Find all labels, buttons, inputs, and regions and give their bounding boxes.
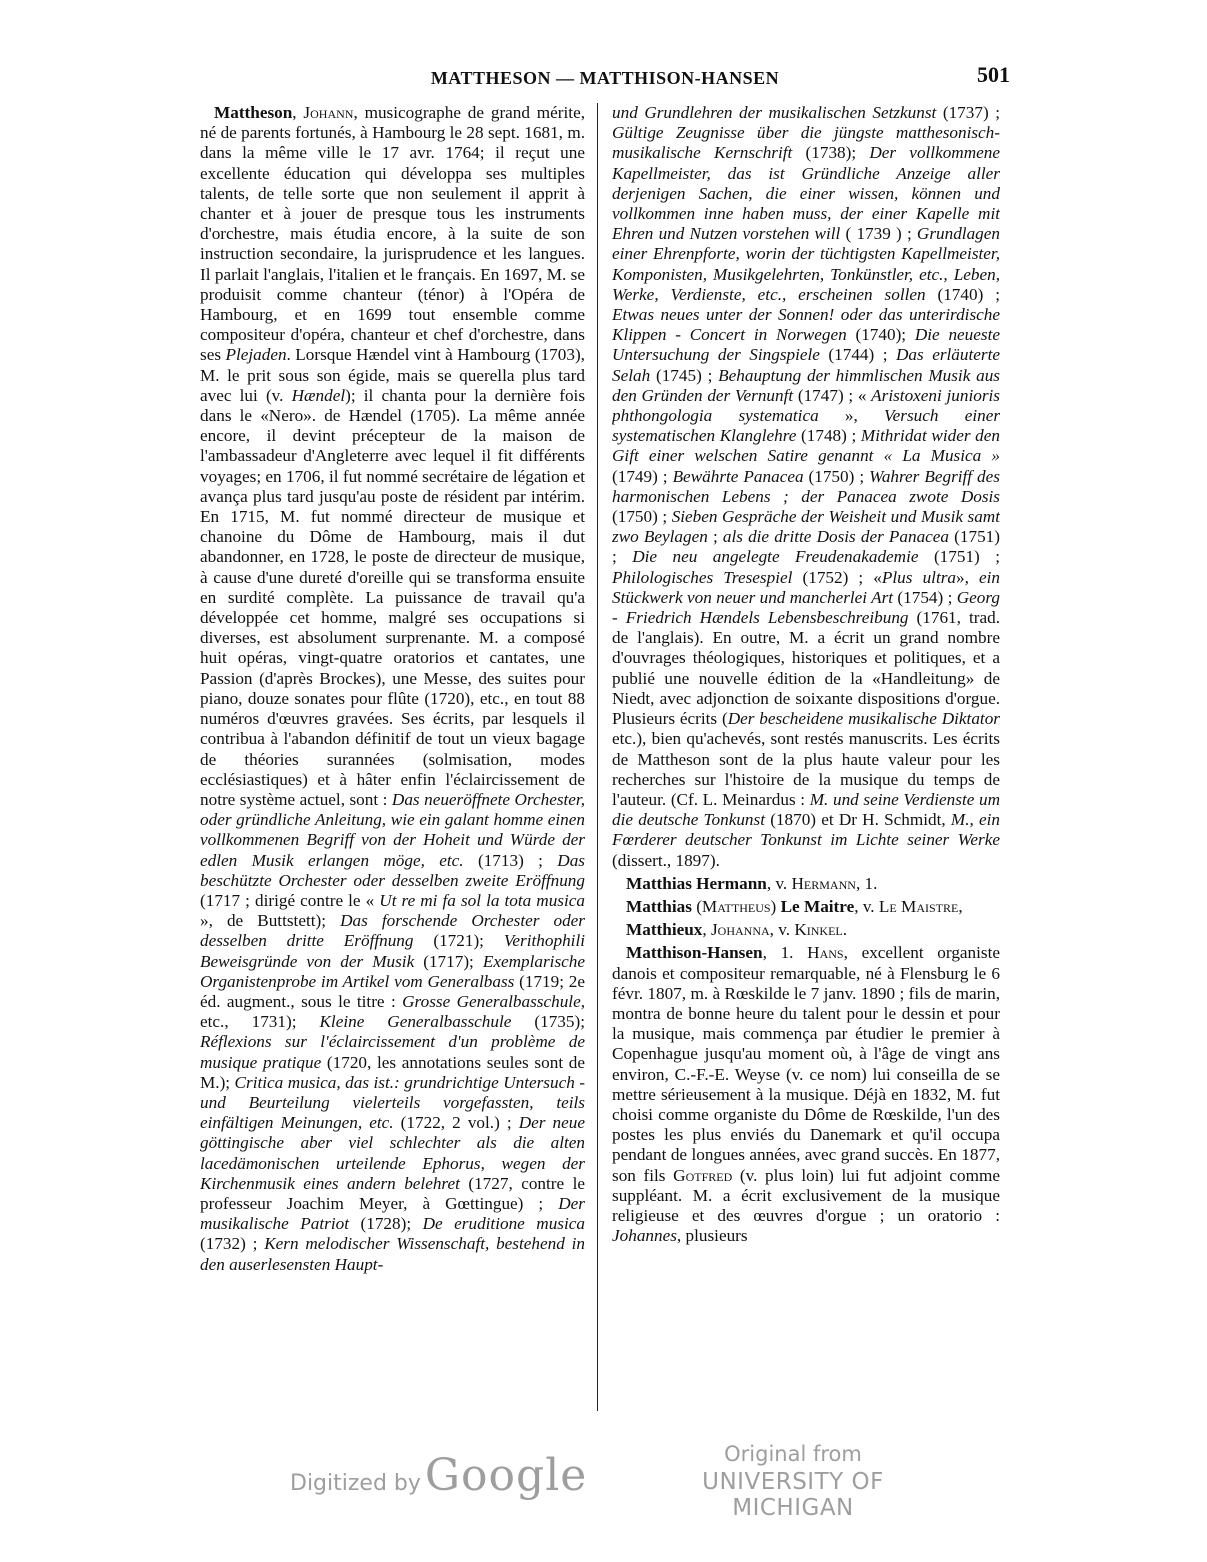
page-number: 501 — [977, 62, 1010, 87]
cross-ref: Le Maistre — [878, 896, 959, 916]
work-title: De eruditione musica — [422, 1214, 585, 1234]
variant-name: Mattheus — [701, 896, 771, 916]
headword: Matthieux — [626, 920, 703, 940]
text-run: , — [702, 920, 711, 940]
work-title: Versuch einer systematischen Klanglehre — [612, 406, 1000, 446]
original-from-label: Original from — [724, 1442, 862, 1466]
entry-mattheson: Mattheson, Johann, musicographe de grand mérite, né de parents fortunés, à Hambourg le 28 sept. 1681, m. dans la même ville le 17 avr. 1764; il reçut une excellente éducation qui développa ses multiples talents, de telle sorte que non seulement il apprit à chanter et à jouer de presque tous les instruments d'orchestre, mais étudia encore, à la suite de son instruction secondaire, la jurisprudence et les langues. Il parlait l'anglais, l'italien et le français. En 1697, M. se produisit comme chanteur (ténor) à l'Opéra de Hambourg, et en 1699 tout ensemble comme compositeur d'opéra, chanteur et chef d'orchestre, dans ses Plejaden. Lorsque Hændel vint à Hambourg (1703), M. le prit sous son égide, mais se querella plus tard avec lui (v. Hændel); il chanta pour la dernière fois dans le «Nero». de Hændel (1705). La même année encore, il devint précepteur de la maison de l'ambassadeur d'Angleterre avec lequel il fit différents voyages; en 1706, il fut nommé secrétaire de légation et avança plus tard jusqu'au poste de résident par intérim. En 1715, M. fut nommé directeur de musique et chanoine du Dôme de Hambourg, mais il dut abandonner, en 1728, le poste de directeur de musique, à cause d'une dureté d'oreille qui se transforma ensuite en surdité complète. La puissance de travail qu'a développée cet homme, malgré ses occupations si diverses, est absolument surprenante. M. a composé huit opéras, vingt-quatre oratorios et cantates, une Passion (d'après Brockes), une Messe, des suites pour piano, douze sonates pour flûte (1720), etc., en tout 88 numéros d'œuvres gravées. Ses écrits, par lesquels il contribua à l'abandon définitif de tout un vieux bagage de théories surannées (solmisation, modes ecclésiastiques) et à hâter enfin l'éclaircissement de notre système actuel, sont : Das neueröffnete Orchester, oder gründliche Anleitung, wie ein galant homme einen vollkommenen Begriff von der Hoheit und Würde der edlen Musik erlangen möge, etc. (1713) ; Das beschützte Orchester oder desselben zweite Eröffnung (1717 ; dirigé contre le « Ut re mi fa sol la tota musica », de Buttstett); Das forschende Orchester oder desselben dritte Eröffnung (1721); Verithophili Beweisgründe von der Musik (1717); Exemplarische Organistenprobe im Artikel vom Generalbass (1719; 2e éd. augment., sous le titre : Grosse Generalbasschule, etc., 1731); Kleine Generalbasschule (1735); Réflexions sur l'éclaircissement d'un problème de musique pratique (1720, les annotations seules sont de M.); Critica musica, das ist.: grundrichtige Untersuch - und Beurteilung vielerteils vorgefassten, teils einfältigen Meinungen, etc. (1722, 2 vol.) ; Der neue göttingische aber viel schlechter als die alten lacedämonischen urteilende Ephorus, wegen der Kirchenmusik eines andern belehret (1727, contre le professeur Joachim Meyer, à Gœttingue) ; Der musikalische Patriot (1728); De eruditione musica (1732) ; Kern melodischer Wissenschaft, bestehend in den auserlesensten Haupt- — [200, 103, 585, 1274]
work-title: Grundlagen einer Ehrenpforte, worin der tüchtigsten Kapellmeister, Komponisten, Musikgelehrten, Tonkünstler, etc., Leben, Werke, Verdienste, etc., erscheinen sollen — [612, 224, 1000, 304]
entry-mattheson-continued — [612, 103, 1000, 871]
digitized-by-label: Digitized by — [290, 1471, 421, 1496]
text-run: », de Buttstett); — [200, 911, 341, 931]
work-title: Grosse Generalbasschule — [402, 991, 581, 1011]
right-column — [612, 103, 1000, 1413]
work-title: ein Stückwerk von neuer und mancherlei Art — [612, 567, 1000, 607]
headword: Matthias — [626, 896, 692, 916]
work-title: Das beschützte Orchester oder desselben zweite Eröffnung — [200, 850, 585, 890]
text-run: (v. plus loin) lui fut adjoint comme suppléant. M. a écrit exclusivement de la musique religieuse et des œuvres d'orgue ; un oratorio : — [612, 1165, 1000, 1225]
text-run: , 1. — [855, 873, 878, 893]
text-run: ( — [691, 896, 702, 916]
work-title: Aristoxeni junioris phthongologia systematica — [612, 385, 1000, 426]
text-run: (1721); — [413, 931, 504, 951]
text-run: », — [956, 567, 979, 587]
entry-matthias-hermann — [612, 874, 1000, 894]
text-run: (1727, contre le professeur Joachim Meyer, à Gœttingue) ; — [200, 1173, 585, 1213]
cross-ref: Gotfred — [673, 1165, 733, 1185]
text-run: », — [818, 406, 885, 426]
source-attribution — [668, 1442, 918, 1521]
work-title: Mithridat wider den Gift einer welschen Satire genannt « La Musica » — [612, 426, 1000, 466]
work-title: Der musikalische Patriot — [200, 1193, 585, 1234]
work-title: Die neu angelegte Freudenakademie — [632, 547, 919, 567]
text-run: (1747) ; « — [793, 385, 872, 405]
given-name: Johanna — [710, 920, 770, 940]
work-title: M. und seine Verdienste um die deutsche Tonkunst — [612, 789, 1000, 830]
work-title: Der neue göttingische aber viel schlechter als die alten lacedämonischen urteilende Ephorus, wegen der Kirchenmusik eines andern belehret — [200, 1113, 585, 1193]
text-run: , excellent organiste danois et compositeur remarquable, né à Flensburg le 6 févr. 1807, m. à Rœskilde le 7 janv. 1890 ; fils de marin, montra de bonne heure du talent pour le dessin et pour la musique, mais commença par étudier le premier à Copenhague jusqu'au moment où, à l'âge de vingt ans environ, C.-F.-E. Weyse (v. ce nom) lui conseilla de se mettre sérieusement à la musique. Déjà en 1832, M. fut choisi comme organiste du Dôme de Rœskilde, l'un des postes les plus enviés du Danemark et qu'il occupa pendant de longues années, avec grand succès. En 1877, son fils — [612, 943, 1000, 1185]
text-run: , etc., 1731); — [200, 991, 585, 1032]
text-run: (1748) ; — [796, 426, 861, 446]
text-run: (1745) ; — [650, 365, 719, 385]
text-run: , v. — [766, 873, 792, 893]
text-run: (1761, trad. de l'anglais). En outre, M. a écrit un grand nombre d'ouvrages théologiques, historiques et politiques, et a publié une nouvelle édition de la «Handleitung» de Niedt, avec adjonction de soixante dispositions d'orgue. Plusieurs écrits ( — [612, 608, 1000, 729]
university-name: UNIVERSITY OF MICHIGAN — [702, 1469, 884, 1521]
text-run: (1738); — [792, 143, 870, 163]
text-run: , v. — [769, 920, 795, 940]
work-title: Exemplarische Organistenprobe im Artikel vom Generalbass — [200, 951, 585, 991]
given-name: Hans — [807, 943, 844, 963]
running-title: MATTHESON — MATTHISON-HANSEN — [430, 68, 780, 88]
text-run: (1717); — [414, 951, 483, 971]
work-title: und Grundlehren der musikalischen Setzkunst — [612, 103, 937, 122]
text-run: (1719; 2e éd. augment., sous le titre : — [200, 971, 585, 1011]
given-name: Johann — [303, 103, 354, 122]
text-run: (1744) ; — [819, 345, 897, 365]
headword: Le Maitre — [780, 896, 855, 916]
text-run: , 1. — [762, 943, 808, 963]
work-title: Die neueste Untersuchung der Singspiele — [612, 325, 1000, 365]
work-title: Das forschende Orchester oder desselben dritte Eröffnung — [200, 911, 585, 951]
work-title: Wahrer Begriff des harmonischen Lebens ; der Panacea zwote Dosis — [612, 466, 1000, 506]
work-title: Der bescheidene musikalische Diktator — [727, 709, 1000, 729]
headword: Mattheson — [214, 103, 293, 122]
work-title: Kern melodischer Wissenschaft, bestehend in den auserlesensten Haupt- — [200, 1234, 585, 1274]
text-run: (1740); — [846, 325, 915, 345]
text-run: (1735); — [511, 1012, 585, 1032]
work-title: Der vollkommene Kapellmeister, das ist Gründliche Anzeige aller derjenigen Sachen, die einer wissen, können und vollkommen inne haben muss, der einer Kapelle mit Ehren und Nutzen vorstehen will — [612, 143, 1000, 244]
text-run: , musicographe de grand mérite, né de parents fortunés, à Hambourg le 28 sept. 1681, m. dans la même ville le 17 avr. 1764; il reçut une excellente éducation qui développa ses multiples talents, de telle sorte que non seulement il apprit à chanter et à jouer de presque tous les instruments d'orchestre, mais étudia encore, à la suite de son instruction secondaire, la jurisprudence et les langues. Il parlait l'anglais, l'italien et le français. En 1697, M. se produisit comme chanteur (ténor) à l'Opéra de Hambourg, et en 1699 tout ensemble comme compositeur d'opéra, chanteur et chef d'orchestre, dans ses — [200, 103, 585, 365]
text-run: ); il chanta pour la dernière fois dans le «Nero». de Hændel (1705). La même année encore, il devint précepteur de la maison de l'ambassadeur d'Angleterre avec lequel il fit différents voyages; en 1706, il fut nommé secrétaire de légation et avança plus tard jusqu'au poste de résident par intérim. En 1715, M. fut nommé directeur de musique et chanoine du Dôme de Hambourg, mais il dut abandonner, en 1728, le poste de directeur de musique, à cause d'une dureté d'oreille qui se transforma ensuite en surdité complète. La puissance de travail qu'a développée cet homme, malgré ses occupations si diverses, est absolument surprenante. M. a composé huit opéras, vingt-quatre oratorios et cantates, une Passion (d'après Brockes), une Messe, des suites pour piano, douze sonates pour flûte (1720), etc., en tout 88 numéros d'œuvres gravées. Ses écrits, par lesquels il contribua à l'abandon définitif de tout un vieux bagage de théories surannées (solmisation, modes ecclésiastiques) et à hâter enfin l'éclaircissement de notre système actuel, sont : — [200, 385, 585, 809]
text-run: (1749) ; — [612, 466, 673, 486]
text-run: (1870) et Dr H. Schmidt, — [764, 810, 951, 830]
work-title: Plus ultra — [881, 567, 956, 587]
text-run: (1728); — [349, 1214, 423, 1234]
headword: Matthison-Hansen — [626, 943, 763, 963]
text-run: (1713) ; — [463, 850, 558, 870]
text-run: ) — [770, 896, 781, 916]
text-run: (1732) ; — [200, 1234, 265, 1254]
work-title: als die dritte Dosis der Panacea — [722, 527, 950, 547]
text-run: (1754) ; — [893, 587, 957, 607]
entry-matthias-le-maitre — [612, 897, 1000, 917]
headword: Matthias Hermann — [626, 873, 767, 893]
google-logo-text: Google — [424, 1450, 588, 1501]
cross-ref: Hændel — [291, 385, 346, 405]
google-attribution — [290, 1450, 587, 1510]
text-run: (1751) ; — [918, 547, 1000, 567]
work-title: Johannes — [612, 1226, 677, 1246]
cross-ref: Kinkel — [794, 920, 843, 940]
work-title: Georg - Friedrich Hændels Lebensbeschreibung — [612, 587, 1000, 628]
entry-matthieux — [612, 920, 1000, 940]
work-title: Kleine Generalbasschule — [319, 1012, 512, 1032]
text-run: (1720, les annotations seules sont de M.); — [200, 1052, 585, 1092]
work-title: Gültige Zeugnisse über die jüngste matthesonisch-musikalische Kernschrift — [612, 123, 1000, 163]
text-run: (1750) ; — [612, 507, 672, 527]
work-title: Réflexions sur l'éclaircissement d'un problème de musique pratique — [200, 1032, 585, 1072]
work-title: Etwas neues unter der Sonnen! oder das unterirdische Klippen - Concert in Norwegen — [612, 305, 1000, 345]
text-run: , v. — [854, 896, 879, 916]
text-run: (1751) ; — [612, 527, 1000, 567]
work-title: Critica musica, das ist.: grundrichtige Untersuch - und Beurteilung vielerteils vorgefassten, teils einfältigen Meinungen, etc. — [200, 1072, 585, 1133]
work-title: Sieben Gespräche der Weisheit und Musik samt zwo Beylagen — [612, 507, 1000, 547]
text-run: , plusieurs — [676, 1226, 748, 1246]
text-run: . Lorsque Hændel vint à Hambourg (1703), M. le prit sous son égide, mais se querella plus tard avec lui (v. — [200, 345, 585, 405]
column-rule — [597, 103, 598, 1411]
text-run: , — [958, 896, 963, 916]
work-title: Bewährte Panacea — [672, 466, 804, 486]
work-title: M., ein Fœrderer deutscher Tonkunst im Lichte seiner Werke — [612, 810, 1000, 850]
text-run: (1737) ; — [936, 103, 1000, 122]
work-title: Plejaden — [225, 345, 287, 365]
entry-matthison-hansen — [612, 943, 1000, 1246]
text-run: (1750) ; — [803, 466, 870, 486]
text-run: (1717 ; dirigé contre le « — [200, 890, 380, 910]
work-title: Das erläuterte Selah — [612, 345, 1000, 385]
work-title: Verithophili Beweisgründe von der Musik — [200, 931, 585, 971]
work-title: Philologisches Tresespiel — [612, 567, 793, 587]
running-header — [200, 62, 1010, 96]
text-run: (1740) ; — [925, 284, 1000, 304]
text-run: (1752) ; « — [792, 567, 882, 587]
work-title: Das neueröffnete Orchester, oder gründliche Anleitung, wie ein galant homme einen vollkommenen Begriff von der Hoheit und Würde der edlen Musik erlangen möge, etc. — [200, 789, 585, 870]
digitization-watermark — [0, 1440, 1207, 1521]
text-run: ; — [707, 527, 723, 547]
work-title: Ut re mi fa sol la tota musica — [379, 890, 585, 910]
text-run: . — [842, 920, 848, 940]
cross-ref: Hermann — [791, 873, 856, 893]
text-run: (1722, 2 vol.) ; — [393, 1113, 519, 1133]
text-run: etc.), bien qu'achevés, sont restés manuscrits. Les écrits de Mattheson sont de la plus haute valeur pour les recherches sur l'histoire de la musique du temps de l'auteur. (Cf. L. Meinardus : — [612, 729, 1000, 809]
work-title: Behauptung der himmlischen Musik aus den Gründen der Vernunft — [612, 365, 1000, 405]
text-run: ( 1739 ) ; — [840, 224, 917, 244]
text-run: (dissert., 1897). — [612, 850, 720, 870]
left-column — [200, 103, 585, 1413]
